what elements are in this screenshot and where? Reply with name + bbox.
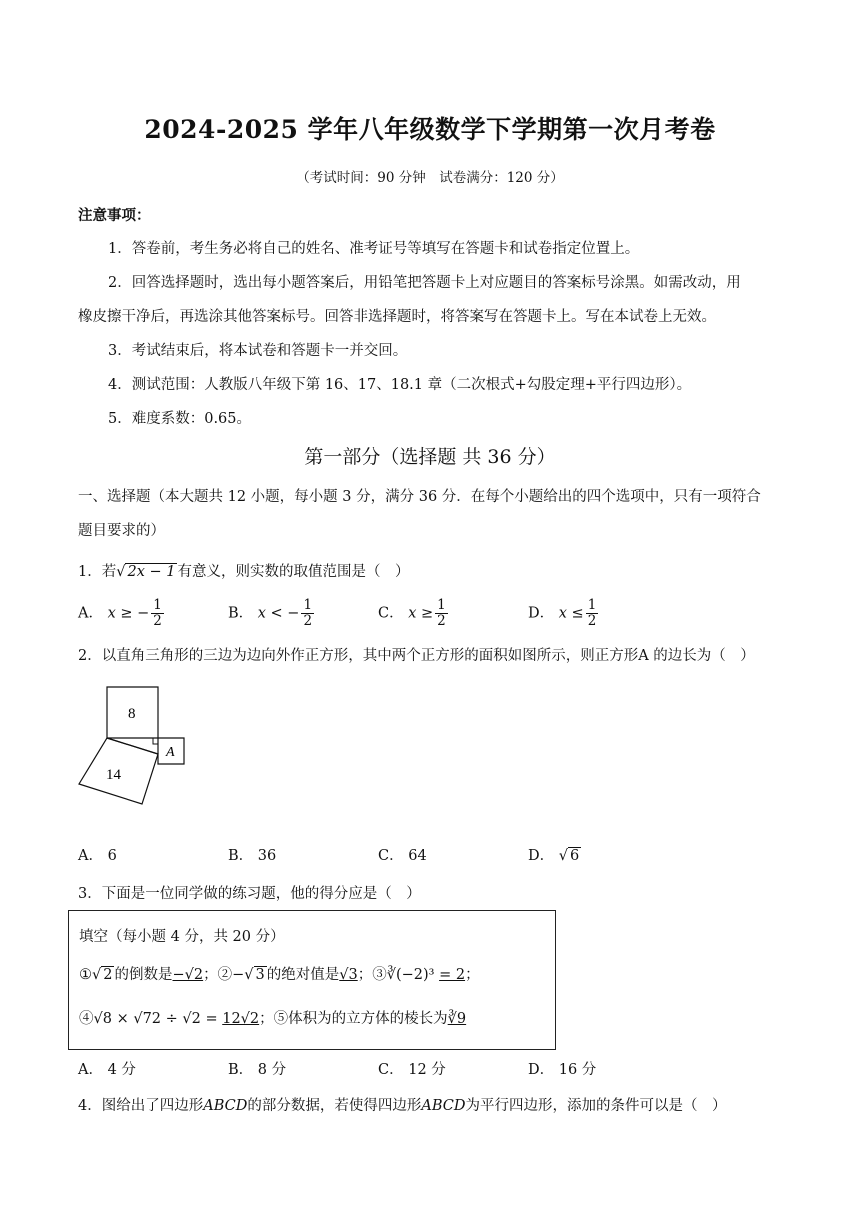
label-8: 8 bbox=[128, 706, 136, 722]
note-item: 橡皮擦干净后，再选涂其他答案标号。回答非选择题时，将答案写在答题卡上。写在本试卷上无效。 bbox=[78, 309, 716, 325]
label-a: A bbox=[166, 745, 175, 760]
exam-title: 2024-2025 学年八年级数学下学期第一次月考卷 bbox=[144, 115, 716, 144]
note-item: 5．难度系数：0.65。 bbox=[108, 411, 252, 427]
sqrt-symbol: √ bbox=[116, 564, 126, 580]
section-heading-line: 一、选择题（本大题共 12 小题，每小题 3 分，满分 36 分．在每个小题给出的四个选项中，只有一项符合 bbox=[78, 489, 761, 505]
box-line-2: ①√ 2 的倒数是−√2；②−√ 3 的绝对值是√3；③∛(−2)³ = 2； bbox=[79, 967, 480, 983]
exam-subtitle: （考试时间：90 分钟 试卷满分：120 分） bbox=[296, 170, 564, 186]
option-c[interactable]: C． x ≥ $\frac{1}{2}$ bbox=[378, 597, 446, 629]
part-title: 第一部分（选择题 共 36 分） bbox=[304, 446, 556, 468]
option-b[interactable]: B． x < − $\frac{1}{2}$ bbox=[228, 597, 313, 629]
option-b[interactable]: B． 36 bbox=[228, 848, 277, 864]
note-item: 3．考试结束后，将本试卷和答题卡一并交回。 bbox=[108, 343, 408, 359]
option-a[interactable]: A． 4 分 bbox=[78, 1062, 136, 1078]
note-item: 1．答卷前，考生务必将自己的姓名、准考证号等填写在答题卡和试卷指定位置上。 bbox=[108, 241, 640, 257]
option-a[interactable]: A． 6 bbox=[78, 848, 117, 864]
question-1: 1．若√ 2x − 1 有意义，则实数的取值范围是（ ） bbox=[78, 564, 410, 580]
hypotenuse bbox=[107, 738, 158, 754]
question-2: 2．以直角三角形的三边为边向外作正方形，其中两个正方形的面积如图所示，则正方形A 的边长为（ ） bbox=[78, 648, 755, 664]
practice-box bbox=[68, 910, 556, 1050]
box-line-3: ④√8 × √72 ÷ √2 = 12√2；⑤体积为的立方体的棱长为∛9 bbox=[79, 1011, 467, 1027]
radicand: 2x − 1 bbox=[127, 564, 176, 580]
option-d[interactable]: D． √ 6 bbox=[528, 848, 580, 864]
option-d[interactable]: D． 16 分 bbox=[528, 1062, 597, 1078]
option-a[interactable]: A． x ≥ − $\frac{1}{2}$ bbox=[78, 597, 162, 629]
note-item: 4．测试范围：人教版八年级下第 16、17、18.1 章（二次根式+勾股定理+平行四边形）。 bbox=[108, 377, 692, 393]
option-b[interactable]: B． 8 分 bbox=[228, 1062, 287, 1078]
right-angle-mark bbox=[153, 738, 158, 744]
box-heading: 填空（每小题 4 分，共 20 分） bbox=[79, 929, 285, 945]
note-item: 2．回答选择题时，选出每小题答案后，用铅笔把答题卡上对应题目的答案标号涂黑。如需改动，用 bbox=[108, 275, 741, 291]
label-14: 14 bbox=[106, 767, 121, 783]
section-heading-line: 题目要求的） bbox=[78, 523, 165, 539]
squares-figure bbox=[76, 684, 196, 820]
option-c[interactable]: C． 64 bbox=[378, 848, 427, 864]
question-3: 3．下面是一位同学做的练习题，他的得分应是（ ） bbox=[78, 886, 421, 902]
option-d[interactable]: D． x ≤ $\frac{1}{2}$ bbox=[528, 597, 597, 629]
option-c[interactable]: C． 12 分 bbox=[378, 1062, 446, 1078]
notes-heading: 注意事项： bbox=[78, 208, 151, 224]
question-4: 4．图给出了四边形ABCD的部分数据，若使得四边形ABCD为平行四边形，添加的条件可以是（ ） bbox=[78, 1098, 727, 1114]
